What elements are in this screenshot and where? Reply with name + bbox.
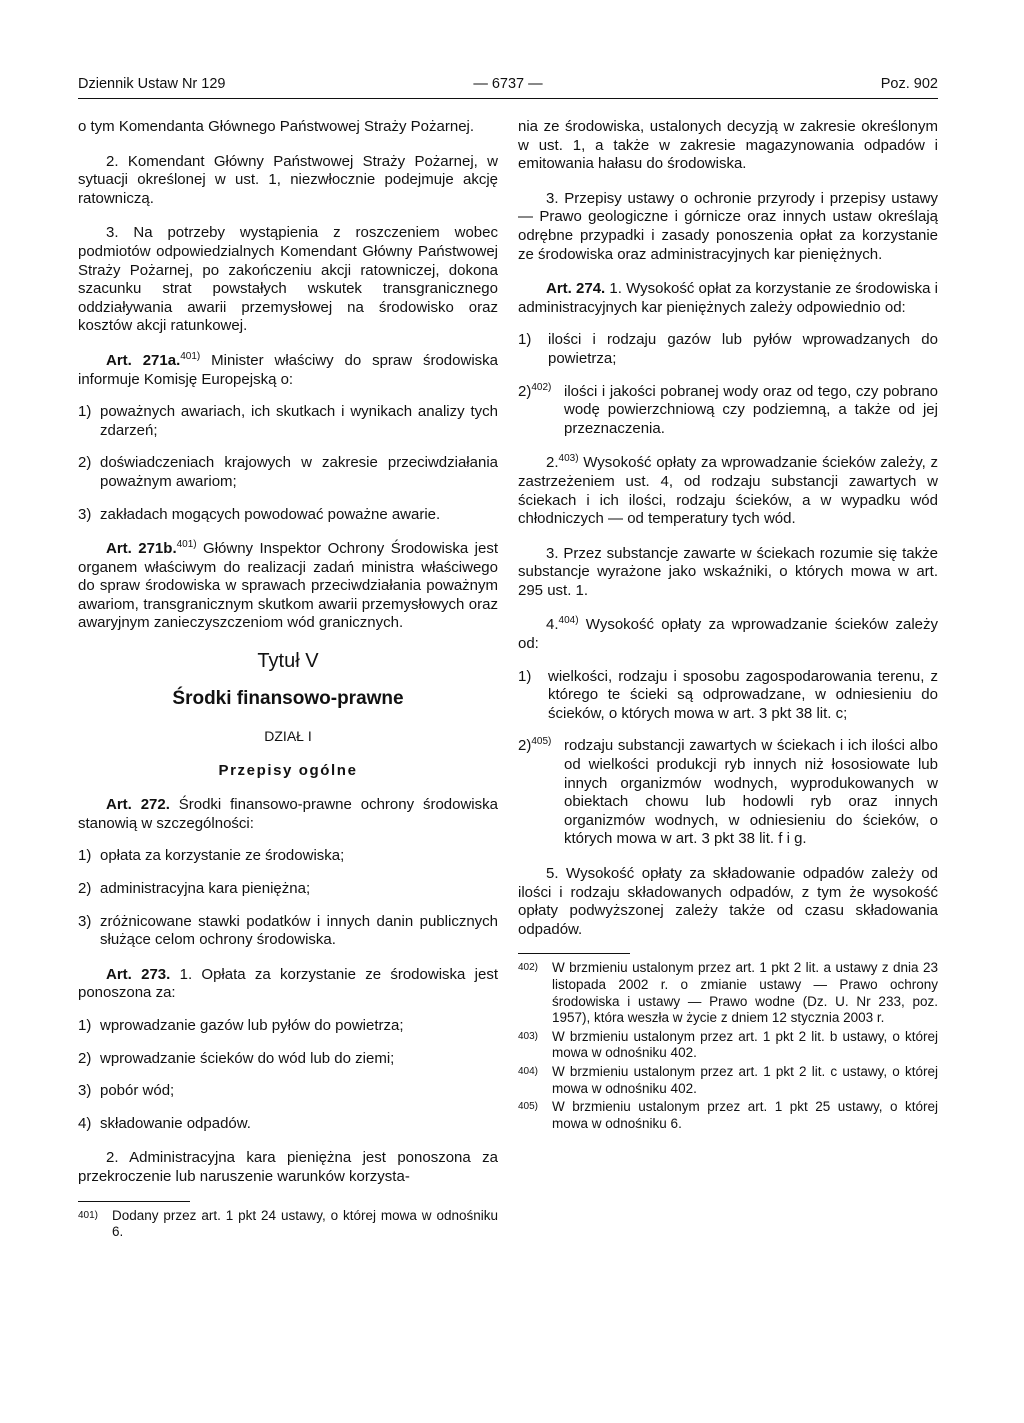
article-label: Art. 272. (106, 796, 170, 814)
list-number: 2) (78, 454, 92, 472)
paragraph: o tym Komendanta Głównego Państwowej Straży Pożarnej. (78, 118, 475, 135)
section-heading: Przepisy ogólne (218, 761, 358, 779)
right-column (518, 118, 938, 1132)
footnote-divider (518, 953, 630, 954)
list-item (518, 737, 938, 849)
article-label: Art. 274. (546, 280, 606, 298)
footnote-text: W brzmieniu ustalonym przez art. 1 pkt 2 lit. a ustawy z dnia 23 listopada 2002 r. o zmianie ustawy — Prawo ochrony środowiska i ustawy — Prawo wodne (Dz. U. Nr 233, poz. 1957), która weszła w życie z dniem 12 stycznia 2003 r. (552, 960, 938, 1026)
paragraph: 4.$^{404)}$ Wysokość opłaty za wprowadzanie ścieków zależy od: (518, 615, 938, 653)
list-number: 1) (78, 1017, 92, 1034)
article-label: Art. 271a. (106, 351, 181, 369)
paragraph: 2. Komendant Główny Państwowej Straży Pożarnej, w sytuacji określonej w ust. 1, niezwłocznie podejmuje akcję ratowniczą. (78, 152, 498, 207)
list-number: 1) (518, 331, 532, 349)
list-number: 3) (78, 505, 92, 523)
list-text: wprowadzanie ścieków do wód lub do ziemi; (100, 1049, 395, 1067)
list-item (78, 454, 498, 491)
footnote-ref: 404) (558, 615, 579, 627)
list-item (78, 847, 498, 866)
footnote-ref: 403) (558, 453, 579, 465)
list-item (78, 403, 498, 440)
paragraph: 2.$^{403)}$ Wysokość opłaty za wprowadzanie ścieków zależy, z zastrzeżeniem ust. 4, od rodzaju substancji zawartych w ściekach i ich ilości, rodzaju ścieków, a w wypadku wód chłodniczych — od temperatury tych wód. (518, 453, 938, 528)
list-item (78, 1017, 498, 1036)
footnote-ref: 401) (176, 539, 197, 551)
list-text: składowanie odpadów. (100, 1114, 251, 1132)
paragraph: 3. Przepisy ustawy o ochronie przyrody i przepisy ustawy — Prawo geologiczne i górnicze oraz innych ustaw określają odrębne przypadki i zasady ponoszenia opłat za korzystanie ze środowiska oraz administracyjnych kar pieniężnych. (518, 189, 938, 263)
list-item (78, 1115, 498, 1134)
article-text: Minister właściwy do spraw środowiska informuje Komisję Europejską o: (78, 351, 498, 388)
list-text: poważnych awariach, ich skutkach i wynikach analizy tych zdarzeń; (100, 403, 498, 439)
list-number: 2)$^{405)}$ (518, 736, 552, 755)
list-text: ilości i jakości pobranej wody oraz od tego, czy pobrano wodę powierzchniową czy podziemną, a także od jej przeznaczenia. (564, 382, 938, 437)
list-item (518, 331, 938, 368)
list-number: 1) (78, 403, 92, 421)
list-text: opłata za korzystanie ze środowiska; (100, 847, 345, 865)
footnote (518, 1029, 938, 1062)
paragraph: 5. Wysokość opłaty za składowanie odpadów zależy od ilości i rodzaju składowanych odpadów, z tym że wysokość opłaty podwyższonej zależy także od czasu składowania odpadów. (518, 865, 938, 938)
list-item (78, 506, 498, 525)
article-text: 1. Opłata za korzystanie ze środowiska jest ponoszona za: (78, 965, 498, 1002)
article-274 (518, 280, 938, 317)
article-text: Środki finansowo-prawne ochrony środowiska stanowią w szczególności: (78, 796, 498, 832)
list-text: pobór wód; (100, 1082, 175, 1100)
position-number: Poz. 902 (880, 76, 938, 92)
title-subheading: Środki finansowo-prawne (172, 688, 404, 710)
list-text: administracyjna kara pieniężna; (100, 880, 311, 898)
list-item (78, 1050, 498, 1069)
journal-title: Dziennik Ustaw Nr 129 (78, 76, 226, 92)
page-header (78, 76, 938, 99)
list-text: ilości i rodzaju gazów lub pyłów wprowadzanych do powietrza; (548, 331, 938, 367)
list-number: 1) (518, 667, 532, 685)
list-text: doświadczeniach krajowych w zakresie przeciwdziałania poważnym awariom; (100, 454, 498, 490)
footnote (518, 960, 938, 1026)
footnote-ref: 401) (180, 350, 201, 362)
list-number: 2) (78, 1049, 92, 1067)
footnote (518, 1064, 938, 1097)
list-number: 4) (78, 1114, 92, 1132)
list-text: wprowadzanie gazów lub pyłów do powietrza; (100, 1017, 404, 1034)
list-number: 2) (78, 880, 92, 898)
list-item (518, 383, 938, 439)
list-number: 3) (78, 912, 92, 930)
article-271a (78, 352, 498, 389)
list-number: 2)$^{402)}$ (518, 381, 552, 400)
footnote-divider (78, 1201, 190, 1202)
footnote-text: W brzmieniu ustalonym przez art. 1 pkt 2 lit. b ustawy, o której mowa w odnośniku 402. (552, 1028, 938, 1061)
footnote-number: 403) (518, 1030, 539, 1042)
division-heading: DZIAŁ I (264, 728, 312, 745)
paragraph: nia ze środowiska, ustalonych decyzją w zakresie określonym w ust. 1, a także w zakresie magazynowania odpadów i emitowania hałasu do środowiska. (518, 118, 938, 173)
footnote-number: 404) (518, 1065, 539, 1077)
paragraph: 3. Na potrzeby wystąpienia z roszczeniem wobec podmiotów odpowiedzialnych Komendant Główny Państwowej Straży Pożarnej, po zakończeniu akcji ratowniczej, dokona szacunku strat powstałych wskutek transgranicznego oddziaływania awarii przemysłowej na środowisko oraz kosztów akcji ratunkowej. (78, 224, 498, 335)
list-number: 1) (78, 847, 92, 865)
footnote (518, 1099, 938, 1132)
footnote-number: 402) (518, 962, 539, 974)
article-label: Art. 271b. (106, 540, 177, 558)
left-column (78, 118, 498, 1241)
list-item (78, 1082, 498, 1101)
article-272 (78, 796, 498, 833)
list-number: 3) (78, 1082, 92, 1100)
footnote-number: 405) (518, 1101, 539, 1113)
footnote-text: W brzmieniu ustalonym przez art. 1 pkt 25 ustawy, o której mowa w odnośniku 6. (552, 1099, 938, 1131)
list-text: wielkości, rodzaju i sposobu zagospodarowania terenu, z którego te ścieki są odprowadzane, w odniesieniu do ścieków, o których mowa w art. 3 pkt 38 lit. c; (548, 667, 938, 722)
list-text: zakładach mogących powodować poważne awarie. (100, 505, 441, 523)
footnote-text: Dodany przez art. 1 pkt 24 ustawy, o której mowa w odnośniku 6. (112, 1207, 498, 1240)
footnote-number: 401) (78, 1209, 99, 1221)
article-label: Art. 273. (106, 965, 171, 983)
list-item (518, 668, 938, 724)
list-item (78, 913, 498, 950)
footnote-text: W brzmieniu ustalonym przez art. 1 pkt 2 lit. c ustawy, o której mowa w odnośniku 402. (552, 1063, 938, 1096)
list-item (78, 880, 498, 899)
list-text: zróżnicowane stawki podatków i innych danin publicznych służące celom ochrony środowiska. (100, 912, 498, 949)
article-text: 1. Wysokość opłat za korzystanie ze środowiska i administracyjnych kar pieniężnych zależy odpowiednio od: (518, 280, 938, 316)
article-273 (78, 966, 498, 1003)
article-text: Główny Inspektor Ochrony Środowiska jest organem właściwym do realizacji zadań ministra właściwego do spraw środowiska w sprawach przeciwdziałania poważnym awariom, transgranicznym skutkom awarii przemysłowych oraz awaryjnym zanieczyszczeniom wód granicznych. (78, 540, 498, 632)
title-heading: Tytuł V (257, 650, 319, 673)
paragraph: 3. Przez substancje zawarte w ściekach rozumie się także substancje wyrażone jako wskaźniki, o których mowa w art. 295 ust. 1. (518, 544, 938, 599)
article-271b (78, 540, 498, 633)
page-number: — 6737 — (473, 76, 543, 92)
paragraph: 2. Administracyjna kara pieniężna jest ponoszona za przekroczenie lub naruszenie warunków korzysta- (78, 1149, 498, 1185)
footnote (78, 1208, 498, 1241)
list-text: rodzaju substancji zawartych w ściekach i ich ilości albo od wielkości produkcji ryb innych niż łososiowate lub innych organizmów wodnych, wyprodukowanych w obiektach chowu lub hodowli ryb oraz innych organizmów wodnych, w odniesieniu do ścieków, o których mowa w art. 3 pkt 38 lit. f i g. (564, 737, 938, 848)
